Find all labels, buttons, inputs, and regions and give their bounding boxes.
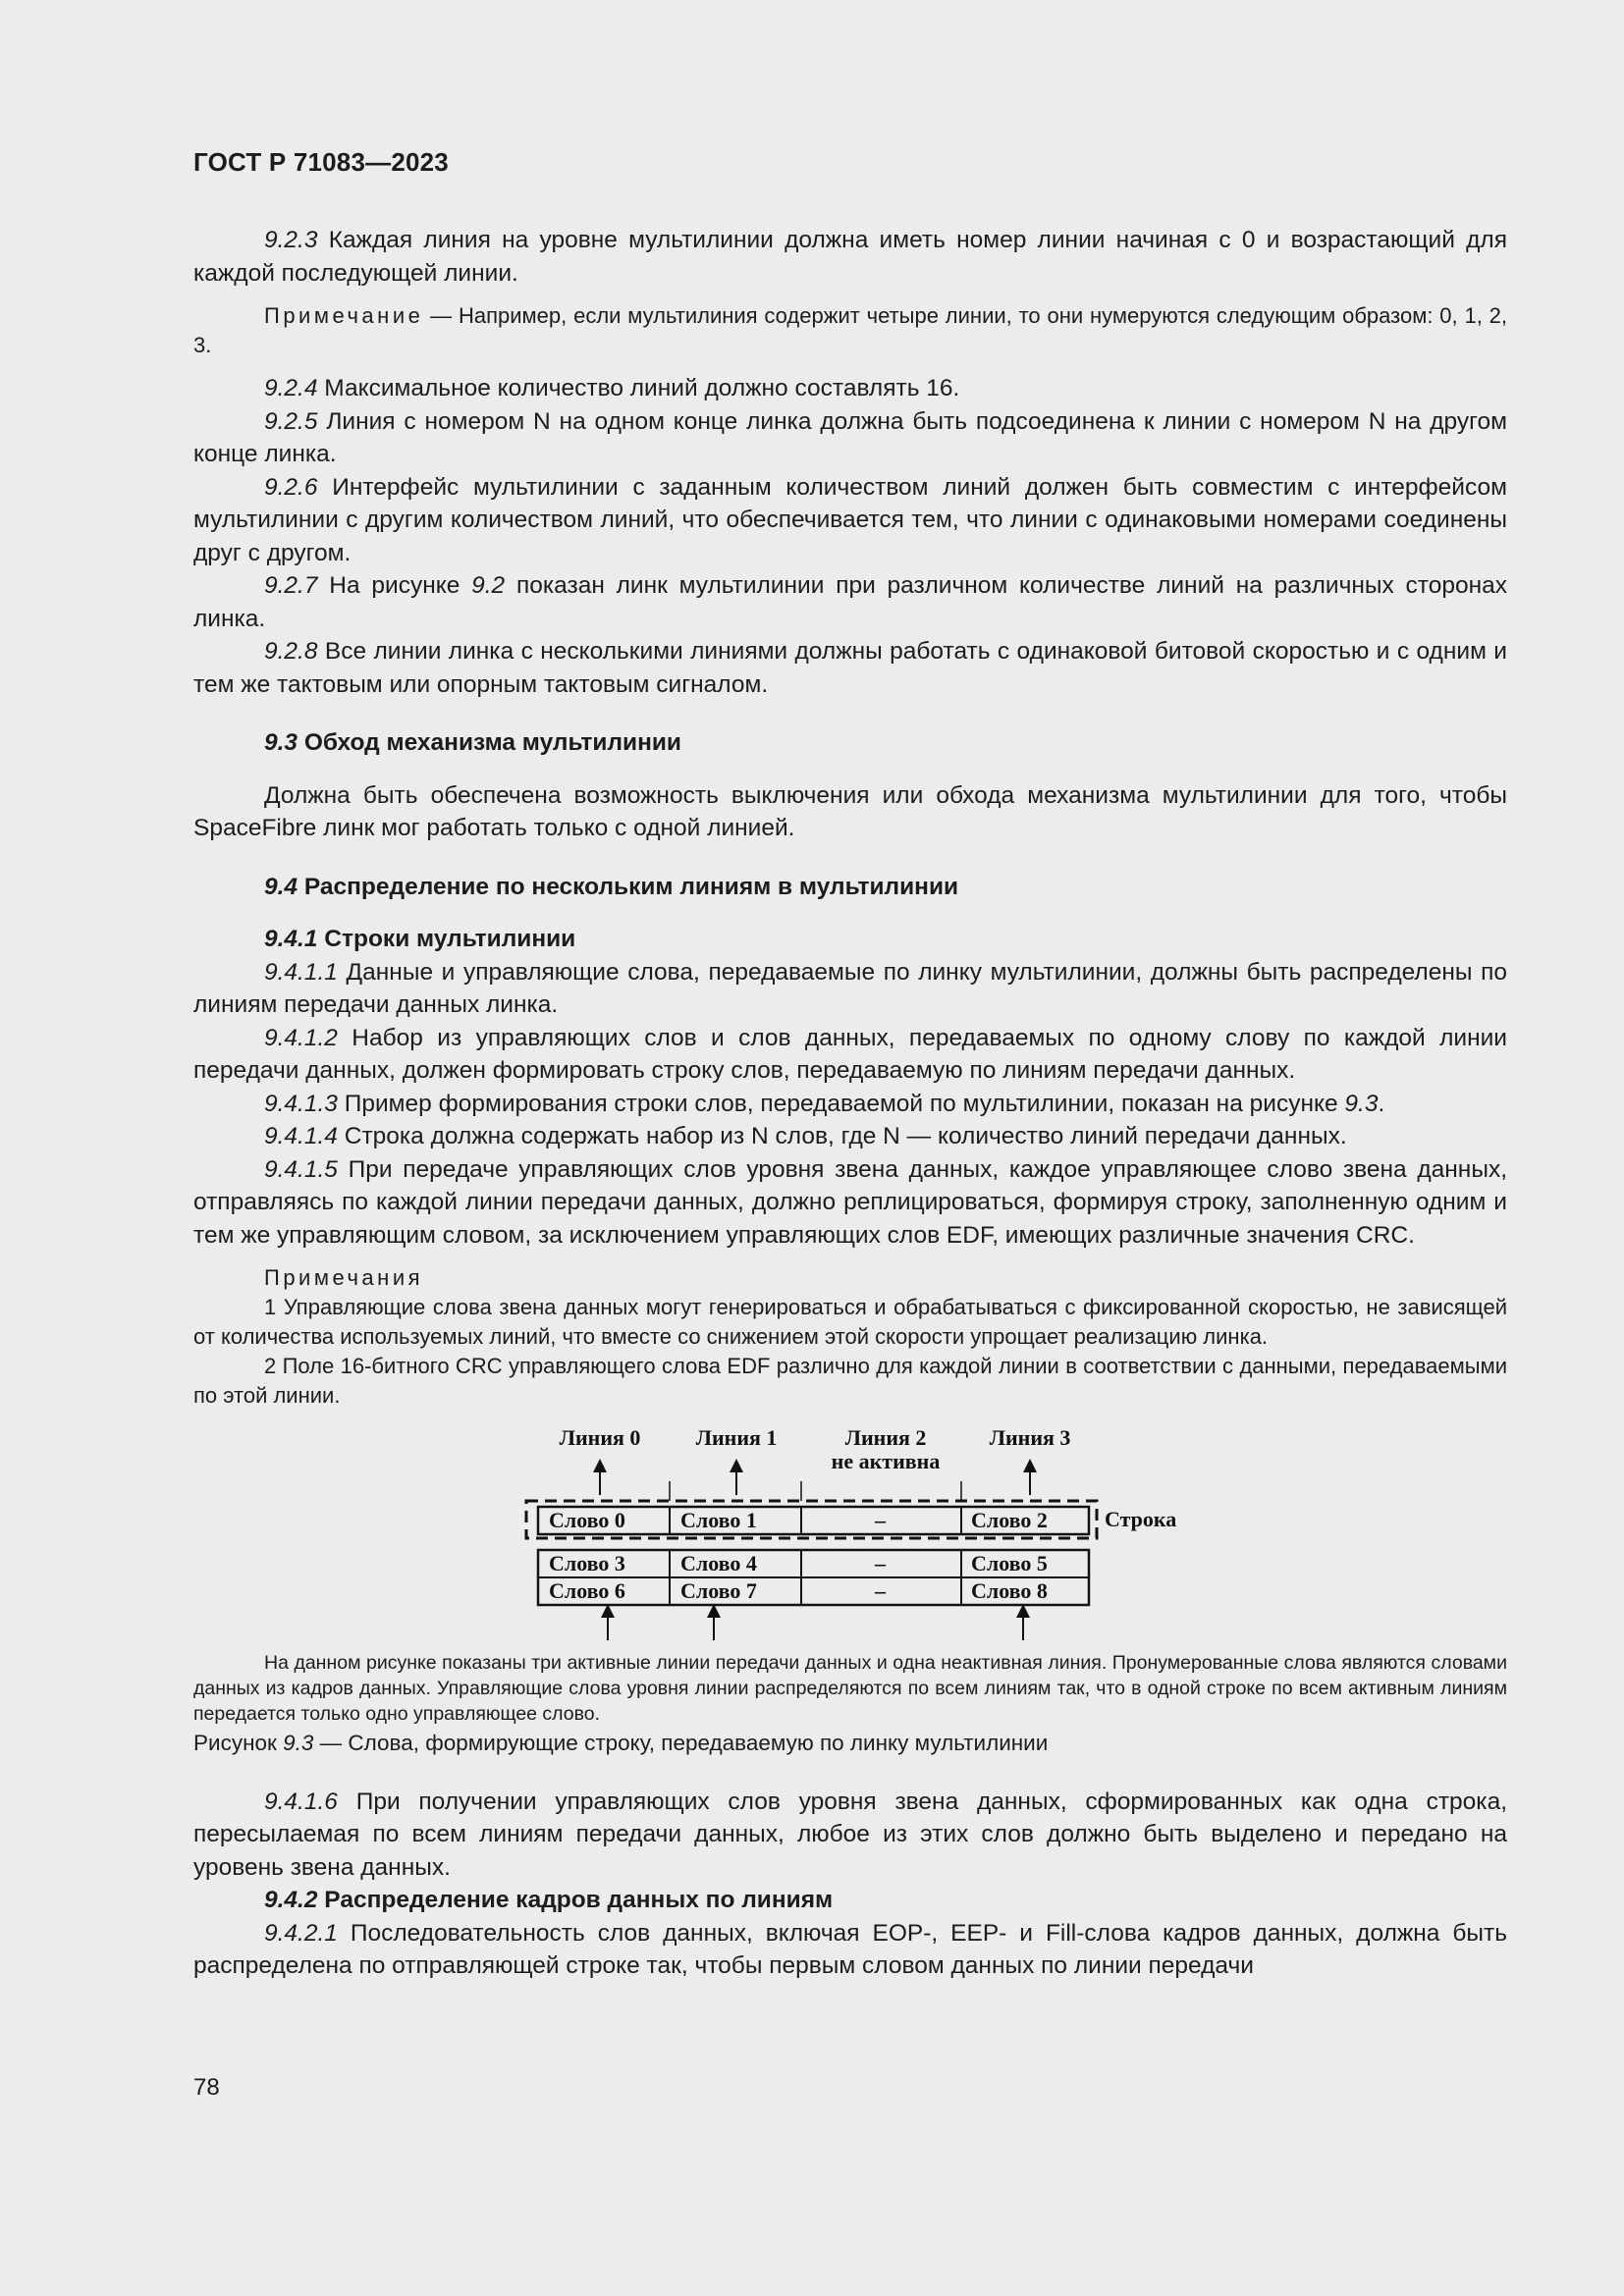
clause-text: Все линии линка с несколькими линиями должны работать с одинаковой битовой скоростью и с одним и тем же тактовым или опорным тактовым сигналом. — [193, 638, 1507, 698]
clause-text: Данные и управляющие слова, передаваемые по линку мультилинии, должны быть распределены по линиям передачи данных линка. — [193, 958, 1507, 1018]
notes-label: Примечания — [264, 1265, 424, 1290]
lane-2-inactive-label: не активна — [831, 1449, 941, 1473]
clause-text: При получении управляющих слов уровня звена данных, сформированных как одна строка, пересылаемая по всем линиям передачи данных, любое из этих слов должно быть выделено и передано на уровень звена данных. — [193, 1788, 1507, 1881]
row-label: Строка — [1105, 1507, 1177, 1531]
clause-9-4-1-1 — [193, 956, 1507, 1022]
clause-number: 9.2.4 — [264, 375, 318, 401]
figure-note: На данном рисунке показаны три активные линии передачи данных и одна неактивная линия. Пронумерованные слова являются словами данных из кадров данных. Управляющие слова уровня линии распределяются по всем линиям так, что в одной строке по всем активным линиям передается только одно управляющее слово. — [193, 1652, 1507, 1725]
note-text: — Например, если мультилиния содержит четыре линии, то они нумеруются следующим образом: 0, 1, 2, 3. — [193, 303, 1507, 357]
figure-reference: 9.2 — [471, 572, 506, 599]
cell-word-6: Слово 6 — [549, 1578, 625, 1603]
note-label: Примечание — [264, 303, 424, 328]
document-header: ГОСТ Р 71083—2023 — [193, 147, 449, 177]
clause-number: 9.4.1.5 — [264, 1155, 338, 1183]
section-title: Распределение кадров данных по линиям — [317, 1887, 834, 1913]
clause-9-2-4 — [193, 372, 1507, 405]
clause-text: Каждая линия на уровне мультилинии должна иметь номер линии начиная с 0 и возрастающий для каждой последующей линии. — [193, 227, 1507, 287]
clause-text: Пример формирования строки слов, передаваемой по мультилинии, показан на рисунке — [337, 1090, 1345, 1117]
section-number: 9.4 — [264, 873, 298, 900]
lane-1-label: Линия 1 — [695, 1425, 778, 1450]
section-heading-9-3 — [193, 726, 1507, 760]
clause-text: Набор из управляющих слов и слов данных, передаваемых по одному слову по каждой линии передачи данных, должен формировать строку слов, передаваемую по линиям передачи данных. — [193, 1024, 1507, 1084]
cell-word-4: Слово 4 — [680, 1551, 757, 1575]
note-item-2: 2 Поле 16-битного CRC управляющего слова EDF различно для каждой линии в соответствии с данными, передаваемыми по этой линии. — [193, 1354, 1507, 1408]
cell-inactive: – — [875, 1508, 886, 1532]
clause-number: 9.4.1.4 — [264, 1123, 338, 1149]
figure-9-3 — [193, 1426, 1507, 1644]
section-heading-9-4-1 — [193, 923, 1507, 956]
cell-word-2: Слово 2 — [971, 1508, 1048, 1532]
figure-number: 9.3 — [283, 1731, 314, 1755]
clause-number: 9.4.1.3 — [264, 1090, 338, 1117]
paragraph-9-3: Должна быть обеспечена возможность выключения или обхода механизма мультилинии для того, чтобы SpaceFibre линк мог работать только с одной линией. — [193, 781, 1507, 841]
cell-inactive: – — [875, 1578, 886, 1603]
clause-number: 9.2.3 — [264, 227, 318, 253]
section-title: Распределение по нескольким линиям в мультилинии — [298, 873, 959, 900]
section-number: 9.3 — [264, 729, 298, 756]
cell-word-0: Слово 0 — [549, 1508, 625, 1532]
cell-word-3: Слово 3 — [549, 1551, 625, 1575]
page-number: 78 — [193, 2074, 220, 2101]
clause-text: Строка должна содержать набор из N слов, где N — количество линий передачи данных. — [337, 1123, 1347, 1149]
clause-text: Линия с номером N на одном конце линка должна быть подсоединена к линии с номером N на другом конце линка. — [193, 407, 1507, 467]
clause-number: 9.4.1.1 — [264, 958, 338, 986]
clause-number: 9.4.1.6 — [264, 1788, 338, 1815]
clause-text: Максимальное количество линий должно составлять 16. — [317, 375, 960, 401]
clause-9-2-7 — [193, 569, 1507, 635]
clause-9-4-1-4 — [193, 1120, 1507, 1153]
clause-9-4-1-2 — [193, 1022, 1507, 1088]
clause-text: При передаче управляющих слов уровня звена данных, каждое управляющее слово звена данных, отправляясь по каждой линии передачи данных, должно реплицироваться, формируя строку, заполненную одним и тем же управляющим словом, за исключением управляющих слов EDF, имеющих различные значения CRC. — [193, 1155, 1507, 1249]
figure-reference: 9.3 — [1344, 1090, 1379, 1117]
clause-9-2-8 — [193, 635, 1507, 701]
clause-number: 9.2.8 — [264, 638, 318, 665]
section-title: Строки мультилинии — [317, 926, 576, 952]
clause-number: 9.2.7 — [264, 572, 318, 599]
section-number: 9.4.1 — [264, 926, 318, 952]
cell-word-1: Слово 1 — [680, 1508, 757, 1532]
clause-number: 9.2.5 — [264, 407, 318, 435]
cell-word-5: Слово 5 — [971, 1551, 1048, 1575]
clause-9-4-2-1 — [193, 1917, 1507, 1983]
clause-text-cont: показан линк мультилинии при различном количестве линий на различных сторонах линка. — [193, 572, 1507, 632]
clause-text: Последовательность слов данных, включая EOP-, EEP- и Fill-слова кадров данных, должна быть распределена по отправляющей строке так, чтобы первым словом данных по линии передачи — [193, 1919, 1507, 1979]
clause-text: На рисунке — [317, 572, 472, 599]
lane-0-label: Линия 0 — [559, 1425, 641, 1450]
clause-9-4-1-6 — [193, 1786, 1507, 1885]
note-item-1: 1 Управляющие слова звена данных могут генерироваться и обрабатываться с фиксированной скоростью, не зависящей от количества используемых линий, что вместе со снижением этой скорости упрощает реализацию линка. — [193, 1295, 1507, 1349]
clause-number: 9.4.1.2 — [264, 1024, 338, 1051]
section-heading-9-4-2 — [193, 1884, 1507, 1917]
clause-tail: . — [1378, 1090, 1385, 1117]
document-body — [193, 224, 1507, 1983]
clause-text: Интерфейс мультилинии с заданным количеством линий должен быть совместим с интерфейсом мультилинии с другим количеством линий, что обеспечивается тем, что линии с одинаковыми номерами соединены друг с другом. — [193, 473, 1507, 566]
lane-2-label: Линия 2 — [844, 1425, 927, 1450]
clause-9-2-6 — [193, 471, 1507, 570]
cell-inactive: – — [875, 1551, 886, 1575]
clause-number: 9.4.2.1 — [264, 1919, 338, 1947]
cell-word-8: Слово 8 — [971, 1578, 1048, 1603]
note-9-2-3 — [193, 301, 1507, 360]
section-title: Обход механизма мультилинии — [298, 729, 681, 756]
clause-9-2-3 — [193, 224, 1507, 290]
cell-word-7: Слово 7 — [680, 1578, 757, 1603]
clause-9-4-1-3 — [193, 1088, 1507, 1121]
section-heading-9-4 — [193, 871, 1507, 904]
clause-9-4-1-5 — [193, 1153, 1507, 1253]
clause-9-2-5 — [193, 405, 1507, 471]
section-number: 9.4.2 — [264, 1887, 318, 1913]
lane-3-label: Линия 3 — [989, 1425, 1071, 1450]
clause-number: 9.2.6 — [264, 473, 318, 501]
figure-caption: Рисунок 9.3 — Слова, формирующие строку, передаваемую по линку мультилинии — [193, 1731, 1049, 1755]
